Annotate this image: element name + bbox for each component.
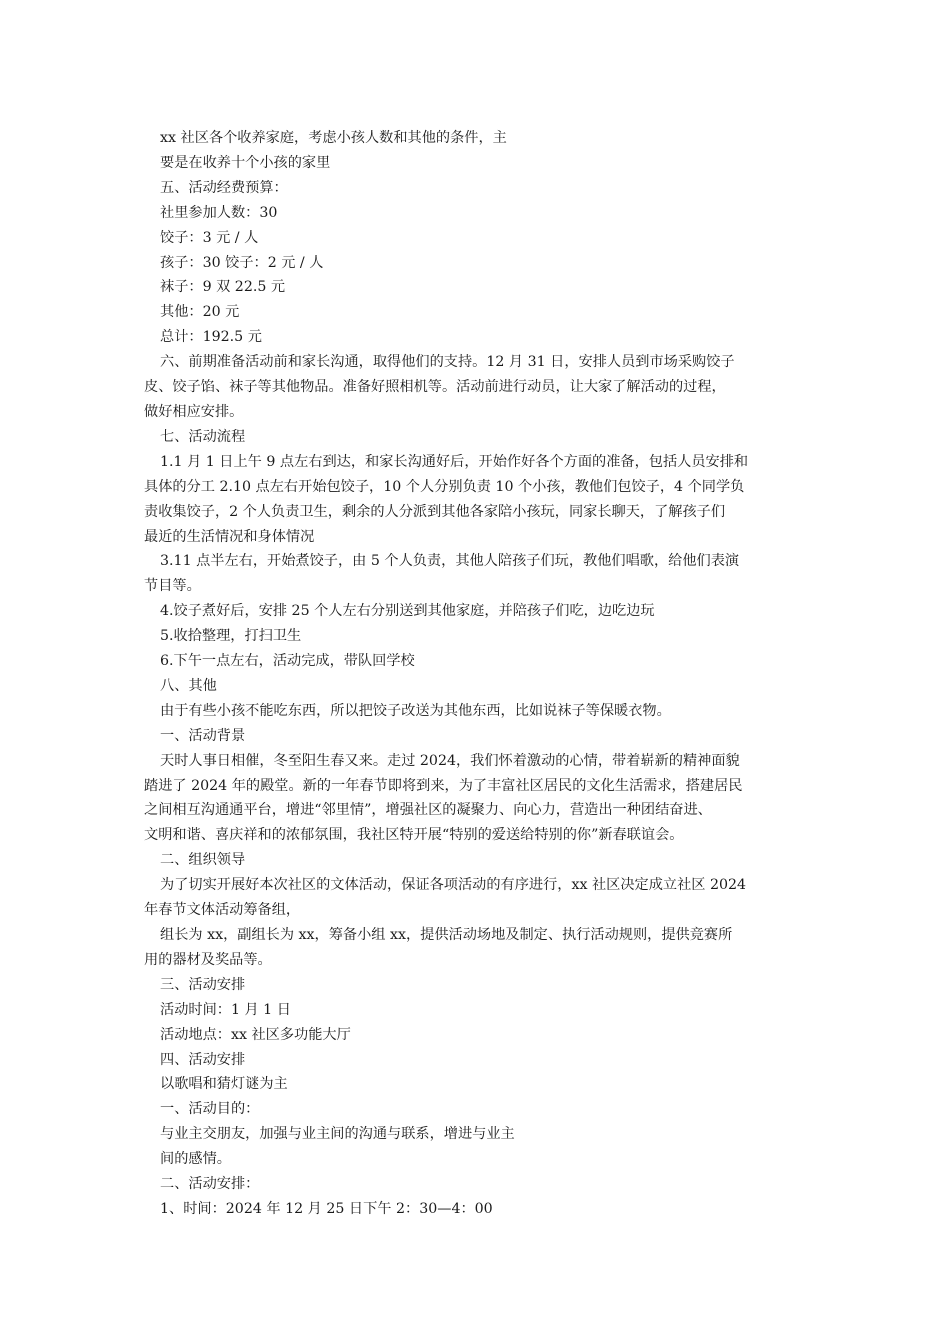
text-line: 总计：192.5 元 [160,329,262,346]
text-line: 四、活动安排 [160,1051,246,1068]
text-line: 二、活动安排： [160,1176,260,1193]
text-line: 为了切实开展好本次社区的文体活动，保证各项活动的有序进行，xx 社区决定成立社区 2024 [160,877,747,894]
text-line: 由于有些小孩不能吃东西，所以把饺子改送为其他东西，比如说袜子等保暖衣物。 [160,702,671,719]
text-line: 年春节文体活动筹备组， [144,902,301,919]
text-line: 饺子：3 元 / 人 [160,229,259,246]
text-line: 皮、饺子馅、袜子等其他物品。准备好照相机等。活动前进行动员，让大家了解活动的过程， [144,379,726,396]
text-line: 二、组织领导 [160,852,246,869]
text-line: 其他：20 元 [160,304,240,321]
text-line: 五、活动经费预算： [160,179,288,196]
text-line: 组长为 xx，副组长为 xx，筹备小组 xx，提供活动场地及制定、执行活动规则，提供竞赛所 [160,927,733,943]
text-line: 孩子：30 饺子：2 元 / 人 [160,254,324,271]
text-line: 4.饺子煮好后，安排 25 个人左右分别送到其他家庭，并陪孩子们吃，边吃边玩 [160,603,655,620]
text-line: 具体的分工 2.10 点左右开始包饺子，10 个人分别负责 10 个小孩，教他们包饺子，4 个同学负 [144,478,745,495]
text-line: 与业主交朋友，加强与业主间的沟通与联系，增进与业主 [160,1126,515,1143]
text-line: 七、活动流程 [160,428,246,445]
text-line: 最近的生活情况和身体情况 [144,528,315,545]
text-line: 5.收拾整理，打扫卫生 [160,628,302,645]
text-line: 六、前期准备活动前和家长沟通，取得他们的支持。12 月 31 日，安排人员到市场采购饺子 [160,354,735,371]
text-line: 1.1 月 1 日上午 9 点左右到达，和家长沟通好后，开始作好各个方面的准备，包括人员安排和 [160,453,749,470]
text-line: 间的感情。 [160,1151,231,1168]
text-line: 一、活动目的： [160,1101,260,1118]
text-line: 要是在收养十个小孩的家里 [160,154,331,171]
text-line: 1、时间：2024 年 12 月 25 日下午 2：30—4：00 [160,1200,493,1217]
text-line: 社里参加人数：30 [160,204,278,221]
text-line: 文明和谐、喜庆祥和的浓郁氛围，我社区特开展“特别的爱送给特别的你”新春联谊会。 [144,827,684,844]
text-line: 八、其他 [160,677,217,694]
text-line: 责收集饺子，2 个人负责卫生，剩余的人分派到其他各家陪小孩玩，同家长聊天，了解孩子们 [144,503,726,520]
text-line: 之间相互沟通通平台，增进“邻里情”，增强社区的凝聚力、向心力，营造出一种团结奋进、 [144,802,712,819]
text-line: 一、活动背景 [160,727,246,744]
text-line: xx 社区各个收养家庭，考虑小孩人数和其他的条件，主 [160,130,507,146]
text-line: 活动地点：xx 社区多功能大厅 [160,1026,351,1043]
text-line: 踏进了 2024 年的殿堂。新的一年春节即将到来，为了丰富社区居民的文化生活需求，搭建居民 [144,777,743,794]
text-line: 活动时间：1 月 1 日 [160,1001,291,1018]
text-line: 袜子：9 双 22.5 元 [160,279,286,296]
text-line: 6.下午一点左右，活动完成，带队回学校 [160,653,415,670]
text-line: 天时人事日相催，冬至阳生春又来。走过 2024，我们怀着激动的心情，带着崭新的精神面貌 [160,752,740,769]
text-line: 3.11 点半左右，开始煮饺子，由 5 个人负责，其他人陪孩子们玩，教他们唱歌，给他们表演 [160,553,740,570]
document-body [144,126,814,1222]
text-line: 用的器材及奖品等。 [144,951,272,968]
text-line: 以歌唱和猜灯谜为主 [160,1076,288,1093]
text-line: 做好相应安排。 [144,403,244,420]
text-line: 节目等。 [144,578,201,595]
text-line: 三、活动安排 [160,976,246,993]
